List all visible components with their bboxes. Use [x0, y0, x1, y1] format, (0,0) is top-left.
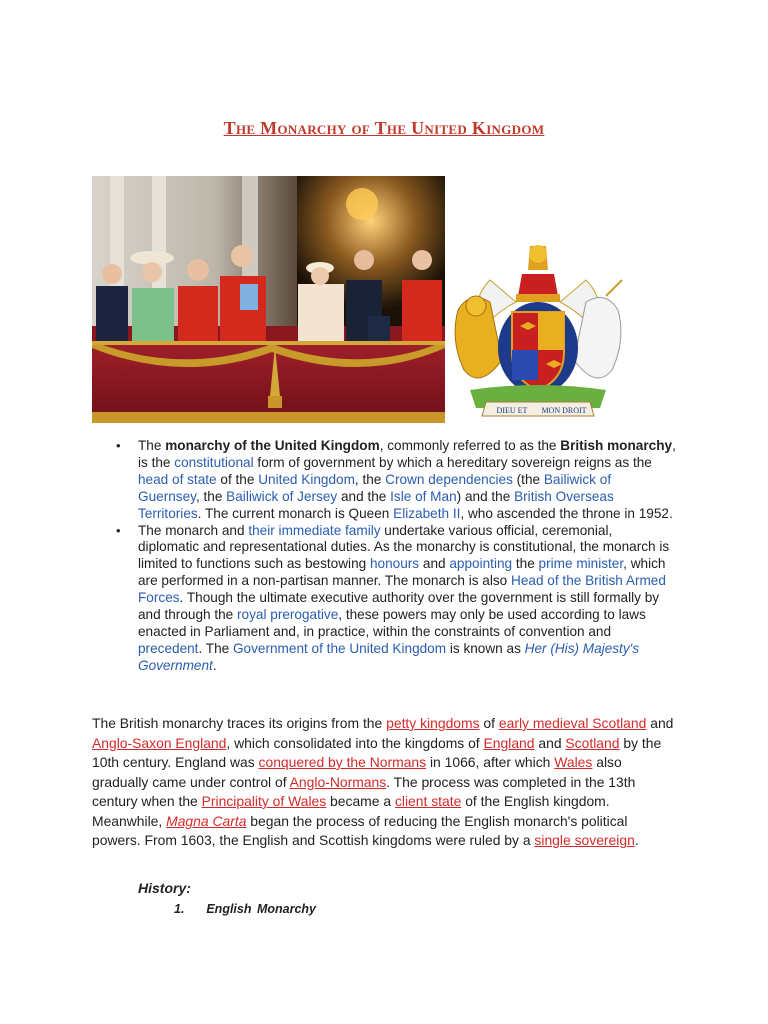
text: The British monarchy traces its origins from the [92, 715, 387, 731]
text: and [646, 715, 674, 731]
link-head-armed-forces[interactable]: Head of the British Armed Forces [138, 573, 666, 606]
intro-bullet-list [116, 438, 676, 675]
link-isle-of-man[interactable]: Isle of Man [390, 488, 457, 504]
coat-of-arms-illustration [450, 240, 626, 422]
link-government-uk[interactable]: Government of the United Kingdom [232, 640, 447, 656]
link-constitutional[interactable]: constitutional [174, 454, 254, 470]
origins-paragraph [92, 714, 678, 851]
text: The monarch and [138, 522, 249, 538]
link-bailiwick-jersey[interactable]: Bailiwick of Jersey [226, 488, 338, 504]
link-head-of-state[interactable]: head of state [138, 471, 217, 487]
text: became a [326, 793, 395, 809]
link-precedent[interactable]: precedent [138, 640, 199, 656]
link-england[interactable]: England [483, 734, 535, 751]
list-label: English Monarchy [206, 902, 316, 916]
text: . The [198, 640, 233, 656]
link-united-kingdom[interactable]: United Kingdom [258, 471, 355, 487]
text: , commonly referred to as the [379, 438, 561, 453]
link-conquered-by-normans[interactable]: conquered by the Normans [258, 754, 427, 770]
link-wales[interactable]: Wales [554, 754, 593, 770]
link-anglo-normans[interactable]: Anglo-Normans [289, 773, 387, 790]
link-appointing[interactable]: appointing [449, 556, 513, 572]
list-number: 1. [174, 902, 185, 916]
bold-term: monarchy of the United Kingdom [165, 438, 380, 453]
text: , the [354, 471, 386, 487]
link-bailiwick-guernsey[interactable]: Bailiwick of Guernsey [138, 471, 612, 504]
link-honours[interactable]: honours [369, 556, 420, 572]
photo-illustration [92, 176, 445, 423]
link-client-state[interactable]: client state [394, 793, 462, 809]
history-heading: History: [138, 880, 191, 896]
text: , who ascended the throne in 1952. [460, 505, 673, 521]
text: . [212, 657, 217, 673]
link-petty-kingdoms[interactable]: petty kingdoms [386, 715, 480, 731]
text: The [138, 438, 166, 453]
text: . The current monarch is Queen [197, 505, 394, 521]
text: and [534, 734, 566, 751]
link-early-medieval-scotland[interactable]: early medieval Scotland [498, 715, 647, 731]
history-item-english-monarchy [174, 902, 316, 916]
bullet-item-1 [116, 438, 676, 523]
text: also gradually came under control of [92, 754, 622, 790]
motto-right: MON DROIT [541, 406, 587, 415]
coat-of-arms-image [450, 240, 626, 422]
bold-term: British monarchy [560, 438, 673, 453]
text: . [634, 832, 639, 848]
bullet-item-2 [116, 523, 676, 675]
text: , these powers may only be used according to laws enacted in Parliament and, in practice, within the constraints of convention and [138, 607, 646, 639]
text: of the [216, 471, 259, 487]
text: in 1066, after which [426, 754, 555, 770]
text: and the [337, 488, 391, 504]
text: , which are performed in a non-partisan manner. The monarch is also [138, 556, 666, 589]
text: began the process of reducing the English monarch's political powers. From 1603, the English and Scottish kingdoms were ruled by a [92, 812, 628, 848]
page-title: The Monarchy of The United Kingdom [223, 118, 545, 138]
royal-family-photo [92, 176, 445, 423]
motto-left: DIEU ET [496, 406, 528, 415]
text: undertake various official, ceremonial, diplomatic and representational duties. As the monarchy is constitutional, the monarch is limited to functions such as bestowing [138, 522, 670, 572]
link-british-overseas-territories[interactable]: British Overseas Territories [138, 488, 614, 521]
text: . The process was completed in the 13th century when the [92, 773, 636, 809]
text: , is the [138, 438, 676, 470]
text: (the [512, 471, 544, 487]
link-magna-carta[interactable]: Magna Carta [166, 812, 247, 829]
text: . Though the ultimate executive authority over the government is still formally by and through the [138, 590, 660, 623]
text: ) and the [456, 488, 515, 504]
text: is known as [446, 640, 525, 656]
link-majestys-government[interactable]: Her (His) Majesty's Government [138, 640, 640, 673]
link-anglo-saxon-england[interactable]: Anglo-Saxon England [92, 734, 227, 751]
link-scotland[interactable]: Scotland [565, 734, 620, 751]
link-principality-of-wales[interactable]: Principality of Wales [201, 793, 327, 809]
link-immediate-family[interactable]: their immediate family [248, 522, 381, 538]
text: and [419, 556, 450, 572]
text: , the [195, 488, 227, 504]
text: , which consolidated into the kingdoms of [226, 734, 484, 751]
text: of the English kingdom. Meanwhile, [92, 793, 610, 829]
text: form of government by which a hereditary sovereign reigns as the [253, 454, 652, 470]
text: the [512, 556, 539, 572]
link-single-sovereign[interactable]: single sovereign [534, 832, 635, 848]
text: of [479, 715, 499, 731]
link-crown-dependencies[interactable]: Crown dependencies [385, 471, 513, 487]
link-royal-prerogative[interactable]: royal prerogative [237, 607, 339, 623]
link-prime-minister[interactable]: prime minister [538, 556, 624, 572]
link-elizabeth-ii[interactable]: Elizabeth II [393, 505, 461, 521]
text: by the 10th century. England was [92, 734, 662, 770]
